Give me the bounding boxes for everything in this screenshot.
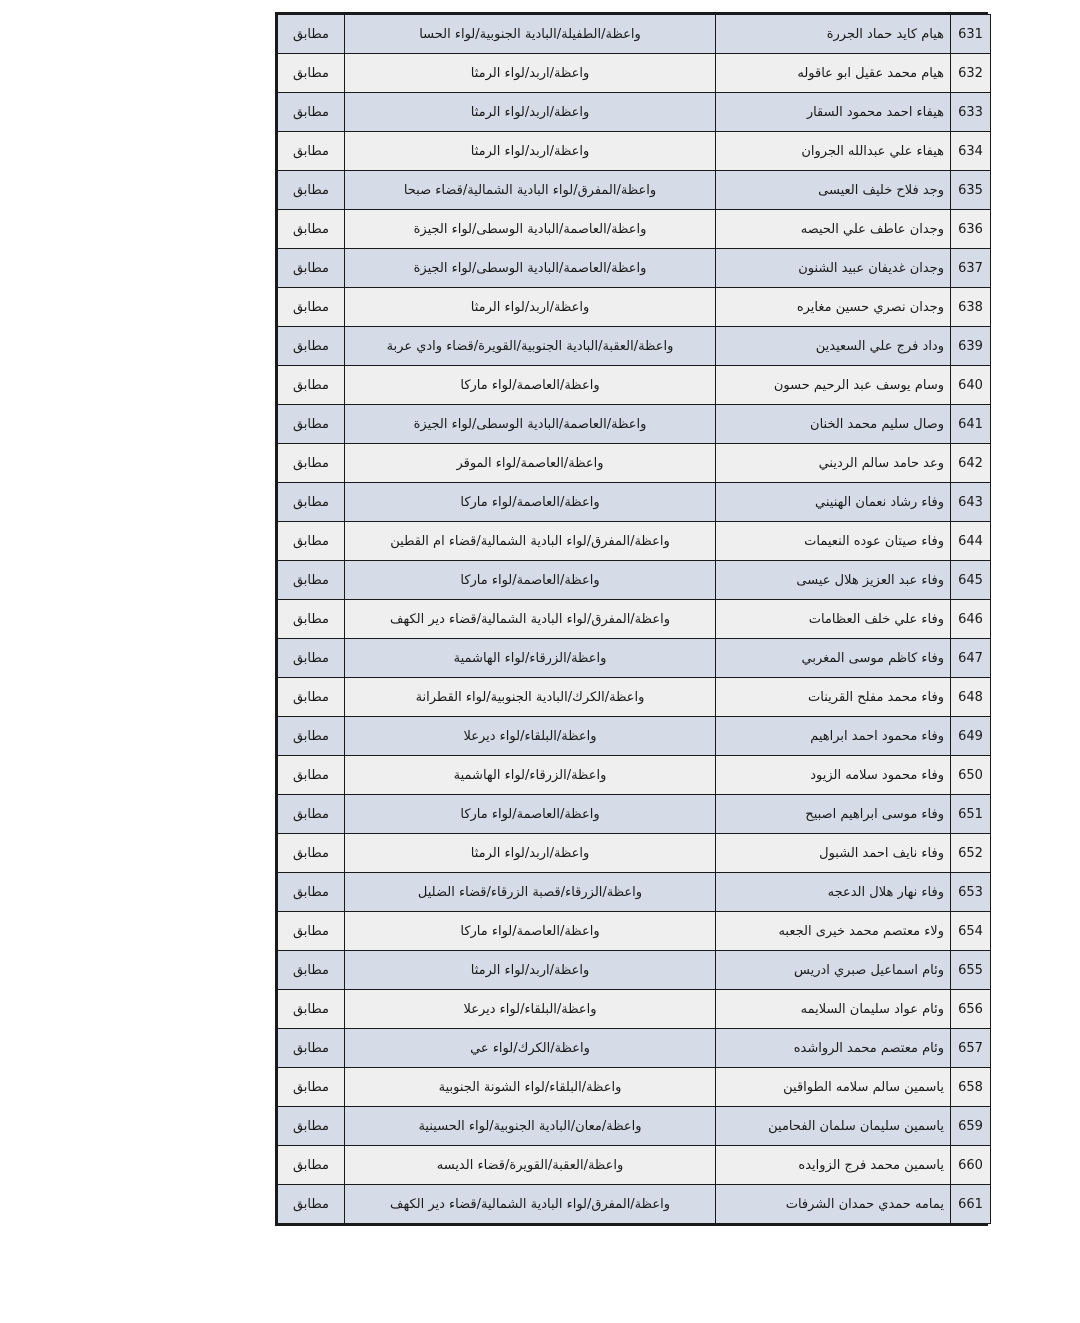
row-name-cell: هيفاء علي عبدالله الجروان <box>716 132 951 171</box>
row-name-cell: وداد فرج علي السعيدين <box>716 327 951 366</box>
row-name-cell: وئام عواد سليمان السلايمه <box>716 990 951 1029</box>
row-number-cell: 653 <box>951 873 991 912</box>
row-name-cell: هيام كايد حماد الجررة <box>716 15 951 54</box>
row-place-cell: واعظة/المفرق/لواء البادية الشمالية/قضاء صبحا <box>345 171 716 210</box>
row-name-cell: وئام معتصم محمد الرواشده <box>716 1029 951 1068</box>
table-row <box>278 1185 991 1224</box>
row-place-cell: واعظة/العاصمة/لواء ماركا <box>345 366 716 405</box>
row-place-cell: واعظة/العاصمة/لواء ماركا <box>345 483 716 522</box>
row-name-cell: وفاء نهار هلال الدعجه <box>716 873 951 912</box>
row-name-cell: وفاء محمد مفلح القرينات <box>716 678 951 717</box>
row-name-cell: وجدان عاطف علي الحيصه <box>716 210 951 249</box>
row-place-cell: واعظة/البلقاء/لواء ديرعلا <box>345 990 716 1029</box>
row-number-cell: 651 <box>951 795 991 834</box>
row-place-cell: واعظة/اربد/لواء الرمثا <box>345 132 716 171</box>
row-place-cell: واعظة/اربد/لواء الرمثا <box>345 288 716 327</box>
row-status-cell: مطابق <box>278 132 345 171</box>
table-row <box>278 327 991 366</box>
table-row <box>278 132 991 171</box>
row-status-cell: مطابق <box>278 1068 345 1107</box>
row-name-cell: وسام يوسف عبد الرحيم حسون <box>716 366 951 405</box>
row-number-cell: 656 <box>951 990 991 1029</box>
row-number-cell: 633 <box>951 93 991 132</box>
row-name-cell: ياسمين محمد فرج الزوايده <box>716 1146 951 1185</box>
row-number-cell: 642 <box>951 444 991 483</box>
row-number-cell: 648 <box>951 678 991 717</box>
row-number-cell: 659 <box>951 1107 991 1146</box>
row-place-cell: واعظة/الزرقاء/لواء الهاشمية <box>345 756 716 795</box>
row-place-cell: واعظة/المفرق/لواء البادية الشمالية/قضاء دير الكهف <box>345 600 716 639</box>
row-place-cell: واعظة/المفرق/لواء البادية الشمالية/قضاء ام القطين <box>345 522 716 561</box>
row-status-cell: مطابق <box>278 210 345 249</box>
table-row <box>278 561 991 600</box>
table-row <box>278 210 991 249</box>
row-place-cell: واعظة/العاصمة/البادية الوسطى/لواء الجيزة <box>345 405 716 444</box>
row-place-cell: واعظة/اربد/لواء الرمثا <box>345 834 716 873</box>
table-row <box>278 990 991 1029</box>
table-row <box>278 678 991 717</box>
row-number-cell: 660 <box>951 1146 991 1185</box>
row-name-cell: وئام اسماعيل صبري ادريس <box>716 951 951 990</box>
row-number-cell: 644 <box>951 522 991 561</box>
row-status-cell: مطابق <box>278 639 345 678</box>
row-place-cell: واعظة/العاصمة/لواء ماركا <box>345 912 716 951</box>
table-row <box>278 54 991 93</box>
row-name-cell: وفاء رشاد نعمان الهنيني <box>716 483 951 522</box>
row-place-cell: واعظة/المفرق/لواء البادية الشمالية/قضاء دير الكهف <box>345 1185 716 1224</box>
row-name-cell: وفاء محمود سلامه الزيود <box>716 756 951 795</box>
table-row <box>278 1107 991 1146</box>
row-name-cell: هيفاء احمد محمود السقار <box>716 93 951 132</box>
row-name-cell: وعد حامد سالم الرديني <box>716 444 951 483</box>
row-place-cell: واعظة/العقبة/البادية الجنوبية/القويرة/قضاء وادي عربة <box>345 327 716 366</box>
row-number-cell: 646 <box>951 600 991 639</box>
row-number-cell: 634 <box>951 132 991 171</box>
row-name-cell: وفاء كاظم موسى المغربي <box>716 639 951 678</box>
row-name-cell: وفاء عبد العزيز هلال عيسى <box>716 561 951 600</box>
row-status-cell: مطابق <box>278 15 345 54</box>
row-status-cell: مطابق <box>278 483 345 522</box>
row-status-cell: مطابق <box>278 1107 345 1146</box>
table-row <box>278 795 991 834</box>
row-number-cell: 632 <box>951 54 991 93</box>
row-number-cell: 631 <box>951 15 991 54</box>
row-place-cell: واعظة/العاصمة/لواء ماركا <box>345 795 716 834</box>
row-number-cell: 643 <box>951 483 991 522</box>
row-number-cell: 639 <box>951 327 991 366</box>
results-table-body <box>278 15 991 1224</box>
table-row <box>278 873 991 912</box>
row-status-cell: مطابق <box>278 1029 345 1068</box>
row-status-cell: مطابق <box>278 600 345 639</box>
row-name-cell: يمامه حمدي حمدان الشرفات <box>716 1185 951 1224</box>
row-status-cell: مطابق <box>278 912 345 951</box>
row-number-cell: 649 <box>951 717 991 756</box>
row-name-cell: وفاء صيتان عوده النعيمات <box>716 522 951 561</box>
row-number-cell: 652 <box>951 834 991 873</box>
row-place-cell: واعظة/اربد/لواء الرمثا <box>345 93 716 132</box>
row-name-cell: وجدان نصري حسين مغايره <box>716 288 951 327</box>
table-row <box>278 756 991 795</box>
row-name-cell: وجد فلاح خليف العيسى <box>716 171 951 210</box>
row-place-cell: واعظة/الزرقاء/لواء الهاشمية <box>345 639 716 678</box>
row-status-cell: مطابق <box>278 444 345 483</box>
table-row <box>278 717 991 756</box>
row-status-cell: مطابق <box>278 678 345 717</box>
row-number-cell: 645 <box>951 561 991 600</box>
row-number-cell: 647 <box>951 639 991 678</box>
row-number-cell: 640 <box>951 366 991 405</box>
row-place-cell: واعظة/اربد/لواء الرمثا <box>345 951 716 990</box>
row-status-cell: مطابق <box>278 405 345 444</box>
row-number-cell: 637 <box>951 249 991 288</box>
row-place-cell: واعظة/الكرك/لواء عي <box>345 1029 716 1068</box>
table-row <box>278 1068 991 1107</box>
row-name-cell: وفاء نايف احمد الشبول <box>716 834 951 873</box>
row-number-cell: 636 <box>951 210 991 249</box>
table-row <box>278 483 991 522</box>
row-name-cell: وفاء محمود احمد ابراهيم <box>716 717 951 756</box>
results-table <box>277 14 991 1224</box>
row-place-cell: واعظة/العاصمة/لواء ماركا <box>345 561 716 600</box>
row-status-cell: مطابق <box>278 561 345 600</box>
table-row <box>278 600 991 639</box>
row-name-cell: وصال سليم محمد الخنان <box>716 405 951 444</box>
table-row <box>278 405 991 444</box>
row-status-cell: مطابق <box>278 795 345 834</box>
row-number-cell: 638 <box>951 288 991 327</box>
row-number-cell: 654 <box>951 912 991 951</box>
row-status-cell: مطابق <box>278 93 345 132</box>
table-row <box>278 444 991 483</box>
row-number-cell: 658 <box>951 1068 991 1107</box>
row-status-cell: مطابق <box>278 756 345 795</box>
row-place-cell: واعظة/الزرقاء/قصبة الزرقاء/قضاء الضليل <box>345 873 716 912</box>
row-status-cell: مطابق <box>278 522 345 561</box>
row-status-cell: مطابق <box>278 327 345 366</box>
row-status-cell: مطابق <box>278 717 345 756</box>
row-status-cell: مطابق <box>278 834 345 873</box>
row-name-cell: ياسمين سليمان سلمان الفحامين <box>716 1107 951 1146</box>
row-place-cell: واعظة/الكرك/البادية الجنوبية/لواء القطرانة <box>345 678 716 717</box>
row-place-cell: واعظة/العاصمة/البادية الوسطى/لواء الجيزة <box>345 210 716 249</box>
row-place-cell: واعظة/العقبة/القويرة/قضاء الديسه <box>345 1146 716 1185</box>
row-status-cell: مطابق <box>278 951 345 990</box>
row-place-cell: واعظة/البلقاء/لواء ديرعلا <box>345 717 716 756</box>
row-status-cell: مطابق <box>278 1185 345 1224</box>
row-name-cell: وفاء علي خلف العظامات <box>716 600 951 639</box>
table-row <box>278 912 991 951</box>
row-status-cell: مطابق <box>278 171 345 210</box>
table-row <box>278 522 991 561</box>
table-row <box>278 171 991 210</box>
table-row <box>278 15 991 54</box>
row-status-cell: مطابق <box>278 873 345 912</box>
row-status-cell: مطابق <box>278 54 345 93</box>
row-status-cell: مطابق <box>278 990 345 1029</box>
table-row <box>278 249 991 288</box>
table-row <box>278 1029 991 1068</box>
row-number-cell: 661 <box>951 1185 991 1224</box>
table-row <box>278 366 991 405</box>
table-row <box>278 639 991 678</box>
row-place-cell: واعظة/اربد/لواء الرمثا <box>345 54 716 93</box>
row-place-cell: واعظة/العاصمة/لواء الموقر <box>345 444 716 483</box>
row-number-cell: 641 <box>951 405 991 444</box>
table-row <box>278 834 991 873</box>
row-place-cell: واعظة/البلقاء/لواء الشونة الجنوبية <box>345 1068 716 1107</box>
row-name-cell: وجدان غديفان عبيد الشنون <box>716 249 951 288</box>
row-name-cell: هيام محمد عقيل ابو عاقوله <box>716 54 951 93</box>
row-number-cell: 657 <box>951 1029 991 1068</box>
row-number-cell: 650 <box>951 756 991 795</box>
row-number-cell: 655 <box>951 951 991 990</box>
row-status-cell: مطابق <box>278 366 345 405</box>
row-number-cell: 635 <box>951 171 991 210</box>
table-row <box>278 93 991 132</box>
row-status-cell: مطابق <box>278 288 345 327</box>
row-name-cell: ولاء معتصم محمد خيرى الجعبه <box>716 912 951 951</box>
table-row <box>278 951 991 990</box>
results-table-sheet <box>275 12 988 1226</box>
row-status-cell: مطابق <box>278 1146 345 1185</box>
table-row <box>278 288 991 327</box>
row-place-cell: واعظة/معان/البادية الجنوبية/لواء الحسينية <box>345 1107 716 1146</box>
row-status-cell: مطابق <box>278 249 345 288</box>
table-row <box>278 1146 991 1185</box>
row-name-cell: وفاء موسى ابراهيم اصبيح <box>716 795 951 834</box>
row-place-cell: واعظة/العاصمة/البادية الوسطى/لواء الجيزة <box>345 249 716 288</box>
row-place-cell: واعظة/الطفيلة/البادية الجنوبية/لواء الحسا <box>345 15 716 54</box>
row-name-cell: ياسمين سالم سلامه الطواقين <box>716 1068 951 1107</box>
